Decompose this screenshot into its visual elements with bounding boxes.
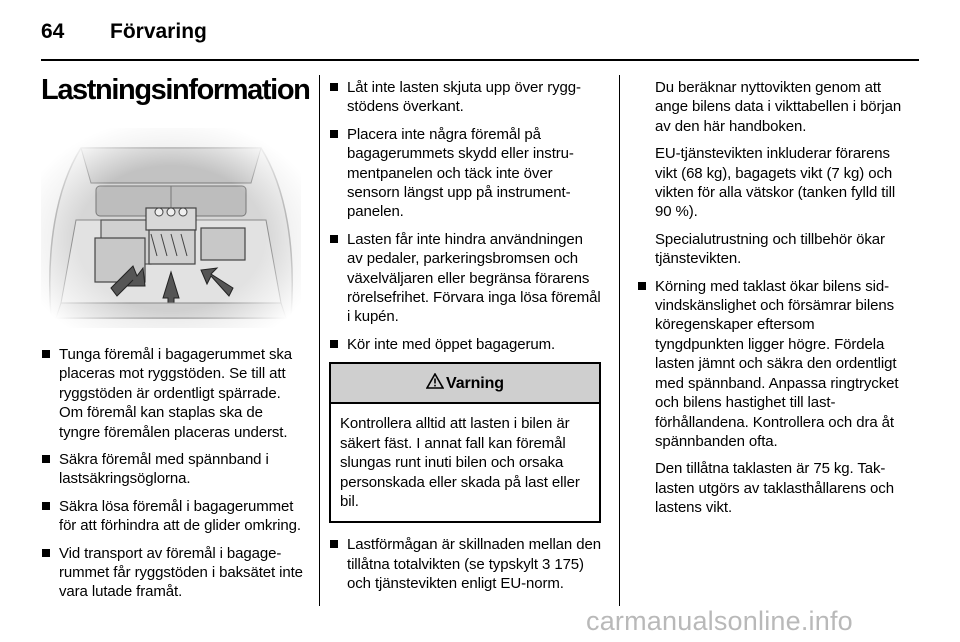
- column-1: [41, 345, 303, 610]
- column-3: [637, 78, 902, 526]
- list-item: Säkra föremål med spännband i lastsäkringsöglorna.: [41, 450, 303, 489]
- bullet-list-col2-after: [329, 535, 601, 593]
- paragraph: Du beräknar nyttovikten genom att ange bilens data i vikttabellen i början av den här handboken.: [655, 79, 902, 135]
- paragraph: Den tillåtna taklasten är 75 kg. Taklasten utgörs av taklasthållarens och lastens vikt.: [655, 460, 894, 517]
- list-item: Säkra lösa föremål i bagagerummet för att förhindra att de glider omkring.: [41, 497, 303, 536]
- list-item: Placera inte några föremål på bagagerummets skydd eller instrumentpanelen och täck inte över sensorn längst upp på instrumentpanelen.: [329, 125, 601, 222]
- warning-header: [331, 364, 599, 404]
- warning-box: [329, 362, 601, 523]
- warning-triangle-svg: [426, 373, 444, 389]
- list-item: Kör inte med öppet bagagerum.: [329, 335, 601, 354]
- page-number: 64: [41, 20, 65, 43]
- column-divider-2: [619, 75, 620, 606]
- list-item: Låt inte lasten skjuta upp över ryggstödens överkant.: [329, 78, 601, 117]
- cargo-illustration-svg: [41, 128, 301, 328]
- section-title: Förvaring: [110, 20, 207, 43]
- cargo-restraint-illustration: [41, 128, 301, 328]
- column-divider-1: [319, 75, 320, 606]
- watermark: carmanualsonline.info: [586, 606, 853, 636]
- header-rule: [41, 59, 919, 61]
- bullet-list-col3: [637, 277, 902, 452]
- list-item: Vid transport av föremål i bagagerummet får ryggstöden i baksätet inte vara lutade framåt.: [41, 544, 303, 602]
- warning-heading: Varning: [446, 374, 504, 392]
- list-item: Lastförmågan är skillnaden mellan den tillåtna totalvikten (se typskylt 3 175) och tjänstevikten enligt EU-norm.: [329, 535, 601, 593]
- list-item: Lasten får inte hindra användningen av pedaler, parkeringsbromsen och växelväljaren eller begränsa förarens rörelsefrihet. Förvara inga lösa föremål i kupén.: [329, 230, 601, 327]
- paragraph: Specialutrustning och tillbehör ökar tjänstevikten.: [655, 230, 885, 268]
- bullet-list-col1: [41, 345, 303, 602]
- paragraph: EU-tjänstevikten inkluderar förarens vikt (68 kg), bagagets vikt (7 kg) och vikten för alla vätskor (tanken fylld till 90 %).: [655, 145, 896, 221]
- list-item: Körning med taklast ökar bilens sidvindskänslighet och försämrar bilens köregenskaper eftersom tyngdpunkten ligger högre. Fördela lasten jämnt och säkra den ordentligt med spännband. Anpassa ringtrycket och bilens hastighet till lastförhållandena. Kontrollera och dra åt spännbanden ofta.: [637, 277, 902, 452]
- list-item: Tunga föremål i bagagerummet ska placeras mot ryggstöden. Se till att ryggstöden är ordentligt spärrade. Om föremål kan staplas ska de tyngre föremålen placeras underst.: [41, 345, 303, 442]
- warning-triangle-icon: [426, 373, 444, 393]
- page-title: Lastningsinformation: [41, 74, 310, 106]
- bullet-list-col2: [329, 78, 601, 354]
- column-2: [329, 78, 601, 602]
- warning-text: Kontrollera alltid att lasten i bilen är säkert fäst. I annat fall kan föremål slungas runt inuti bilen och orsaka personskada eller skada på last eller bil.: [340, 415, 580, 510]
